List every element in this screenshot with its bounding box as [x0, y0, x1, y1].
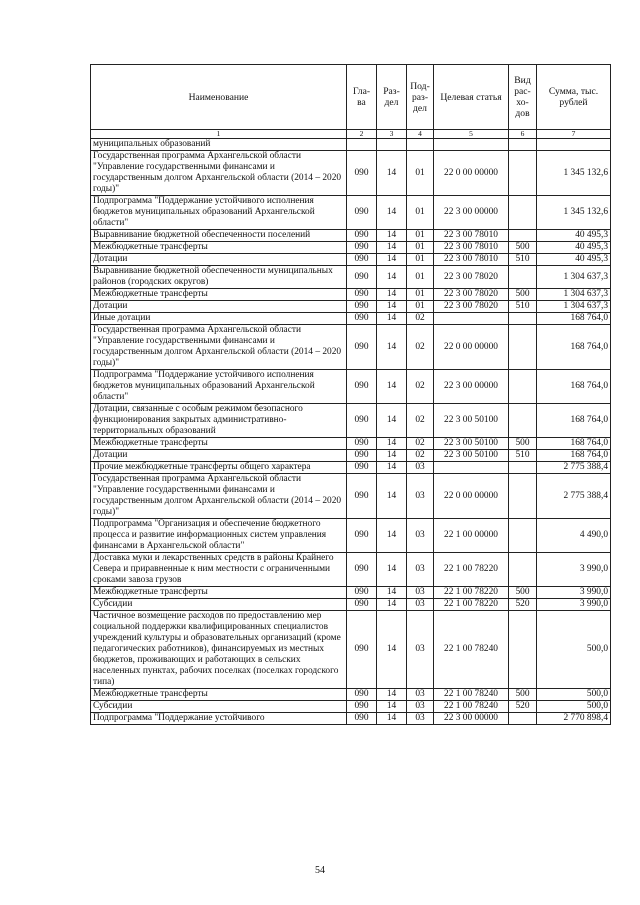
row-statya-cell: 22 3 00 78020 [434, 266, 509, 289]
row-razdel-cell: 14 [377, 313, 407, 325]
row-summa-cell: 40 495,3 [537, 254, 611, 266]
row-podrazdel-cell: 03 [407, 553, 434, 587]
row-summa-cell: 2 775 388,4 [537, 462, 611, 474]
header-glava: Гла-ва [347, 65, 377, 130]
row-vid-cell [509, 325, 537, 370]
row-vid-cell [509, 713, 537, 725]
row-glava-cell: 090 [347, 599, 377, 611]
column-number: 5 [434, 130, 509, 139]
row-name-cell: Дотации [91, 450, 347, 462]
row-summa-cell: 3 990,0 [537, 599, 611, 611]
row-summa-cell: 4 490,0 [537, 519, 611, 553]
row-name-cell: Доставка муки и лекарственных средств в районы Крайнего Севера и приравненные к ним местности с ограниченными сроками завоза грузов [91, 553, 347, 587]
table-header-row [91, 65, 611, 130]
row-statya-cell: 22 1 00 00000 [434, 519, 509, 553]
row-statya-cell: 22 3 00 50100 [434, 450, 509, 462]
table-row [91, 611, 611, 689]
row-name-cell: Государственная программа Архангельской области "Управление государственными финансами и государственным долгом Архангельской области (2014 – 2020 годы)" [91, 151, 347, 196]
row-statya-cell: 22 1 00 78240 [434, 611, 509, 689]
table-row [91, 254, 611, 266]
row-vid-cell [509, 313, 537, 325]
row-statya-cell [434, 313, 509, 325]
row-glava-cell: 090 [347, 438, 377, 450]
row-vid-cell [509, 151, 537, 196]
row-glava-cell: 090 [347, 325, 377, 370]
row-summa-cell: 168 764,0 [537, 325, 611, 370]
table-row [91, 587, 611, 599]
row-statya-cell: 22 3 00 00000 [434, 370, 509, 404]
row-glava-cell: 090 [347, 701, 377, 713]
budget-table [90, 64, 611, 725]
row-razdel-cell: 14 [377, 474, 407, 519]
row-statya-cell: 22 1 00 78240 [434, 689, 509, 701]
table-row [91, 713, 611, 725]
row-name-cell: Межбюджетные трансферты [91, 587, 347, 599]
row-vid-cell: 500 [509, 289, 537, 301]
row-statya-cell: 22 3 00 78010 [434, 254, 509, 266]
row-podrazdel-cell: 01 [407, 242, 434, 254]
row-razdel-cell [377, 139, 407, 151]
header-name: Наименование [91, 65, 347, 130]
row-summa-cell: 168 764,0 [537, 438, 611, 450]
row-razdel-cell: 14 [377, 230, 407, 242]
row-glava-cell: 090 [347, 689, 377, 701]
row-statya-cell: 22 3 00 78020 [434, 289, 509, 301]
row-vid-cell [509, 404, 537, 438]
row-statya-cell: 22 0 00 00000 [434, 325, 509, 370]
row-podrazdel-cell: 03 [407, 713, 434, 725]
table-row [91, 196, 611, 230]
row-podrazdel-cell: 02 [407, 325, 434, 370]
row-podrazdel-cell [407, 139, 434, 151]
row-razdel-cell: 14 [377, 325, 407, 370]
row-name-cell: Субсидии [91, 599, 347, 611]
row-glava-cell: 090 [347, 230, 377, 242]
row-name-cell: Выравнивание бюджетной обеспеченности поселений [91, 230, 347, 242]
row-vid-cell: 500 [509, 689, 537, 701]
document-page [90, 64, 610, 725]
row-summa-cell: 1 345 132,6 [537, 151, 611, 196]
header-statya: Целевая статья [434, 65, 509, 130]
row-summa-cell: 1 304 637,3 [537, 266, 611, 289]
row-name-cell: Межбюджетные трансферты [91, 689, 347, 701]
table-row [91, 301, 611, 313]
row-podrazdel-cell: 02 [407, 450, 434, 462]
row-vid-cell [509, 266, 537, 289]
table-row [91, 519, 611, 553]
row-razdel-cell: 14 [377, 462, 407, 474]
row-glava-cell: 090 [347, 242, 377, 254]
row-vid-cell: 520 [509, 599, 537, 611]
table-row [91, 313, 611, 325]
row-glava-cell: 090 [347, 151, 377, 196]
row-glava-cell: 090 [347, 450, 377, 462]
table-row [91, 450, 611, 462]
row-podrazdel-cell: 03 [407, 462, 434, 474]
row-name-cell: Выравнивание бюджетной обеспеченности муниципальных районов (городских округов) [91, 266, 347, 289]
row-razdel-cell: 14 [377, 713, 407, 725]
table-row [91, 325, 611, 370]
row-vid-cell: 500 [509, 438, 537, 450]
row-name-cell: Межбюджетные трансферты [91, 242, 347, 254]
column-number: 6 [509, 130, 537, 139]
row-glava-cell: 090 [347, 289, 377, 301]
table-row [91, 462, 611, 474]
row-statya-cell [434, 139, 509, 151]
row-vid-cell: 500 [509, 242, 537, 254]
table-row [91, 599, 611, 611]
table-row [91, 404, 611, 438]
row-razdel-cell: 14 [377, 254, 407, 266]
row-statya-cell: 22 3 00 50100 [434, 404, 509, 438]
row-glava-cell: 090 [347, 519, 377, 553]
row-podrazdel-cell: 01 [407, 230, 434, 242]
row-vid-cell [509, 196, 537, 230]
row-name-cell: Подпрограмма "Организация и обеспечение бюджетного процесса и развитие информационных систем управления финансами в Архангельской области" [91, 519, 347, 553]
row-summa-cell: 168 764,0 [537, 370, 611, 404]
table-row [91, 230, 611, 242]
row-summa-cell: 40 495,3 [537, 242, 611, 254]
row-name-cell: Субсидии [91, 701, 347, 713]
header-podrazdel: Под-раз-дел [407, 65, 434, 130]
column-number-row [91, 130, 611, 139]
row-name-cell: Подпрограмма "Поддержание устойчивого исполнения бюджетов муниципальных образований Архангельской области" [91, 370, 347, 404]
row-glava-cell: 090 [347, 404, 377, 438]
row-statya-cell: 22 0 00 00000 [434, 151, 509, 196]
row-name-cell: Частичное возмещение расходов по предоставлению мер социальной поддержки квалифицированных специалистов учреждений культуры и образовательных организаций (кроме педагогических работников), финансируемых из местных бюджетов, проживающих и работающих в сельских населенных пунктах, рабочих поселках (поселках городского типа) [91, 611, 347, 689]
row-razdel-cell: 14 [377, 553, 407, 587]
row-razdel-cell: 14 [377, 370, 407, 404]
row-summa-cell: 500,0 [537, 689, 611, 701]
row-glava-cell: 090 [347, 370, 377, 404]
page-number: 54 [315, 865, 325, 876]
row-razdel-cell: 14 [377, 404, 407, 438]
row-podrazdel-cell: 01 [407, 301, 434, 313]
row-glava-cell: 090 [347, 713, 377, 725]
table-row [91, 151, 611, 196]
row-summa-cell: 2 770 898,4 [537, 713, 611, 725]
row-name-cell: Дотации, связанные с особым режимом безопасного функционирования закрытых административно-территориальных образований [91, 404, 347, 438]
row-statya-cell: 22 1 00 78220 [434, 587, 509, 599]
table-row [91, 242, 611, 254]
row-summa-cell: 500,0 [537, 701, 611, 713]
row-summa-cell: 1 304 637,3 [537, 289, 611, 301]
column-number: 7 [537, 130, 611, 139]
table-row [91, 689, 611, 701]
row-podrazdel-cell: 03 [407, 611, 434, 689]
row-name-cell: муниципальных образований [91, 139, 347, 151]
row-summa-cell: 1 304 637,3 [537, 301, 611, 313]
row-name-cell: Государственная программа Архангельской области "Управление государственными финансами и государственным долгом Архангельской области (2014 – 2020 годы)" [91, 325, 347, 370]
row-summa-cell [537, 139, 611, 151]
row-vid-cell: 500 [509, 587, 537, 599]
row-podrazdel-cell: 01 [407, 151, 434, 196]
header-summa: Сумма, тыс. рублей [537, 65, 611, 130]
row-summa-cell: 3 990,0 [537, 553, 611, 587]
row-razdel-cell: 14 [377, 701, 407, 713]
row-summa-cell: 168 764,0 [537, 404, 611, 438]
row-razdel-cell: 14 [377, 151, 407, 196]
table-row [91, 701, 611, 713]
row-podrazdel-cell: 02 [407, 404, 434, 438]
table-row [91, 474, 611, 519]
row-summa-cell: 168 764,0 [537, 313, 611, 325]
row-statya-cell: 22 3 00 00000 [434, 196, 509, 230]
row-razdel-cell: 14 [377, 196, 407, 230]
row-vid-cell [509, 611, 537, 689]
column-number: 3 [377, 130, 407, 139]
row-vid-cell [509, 519, 537, 553]
row-podrazdel-cell: 03 [407, 474, 434, 519]
row-statya-cell: 22 0 00 00000 [434, 474, 509, 519]
row-glava-cell: 090 [347, 196, 377, 230]
row-razdel-cell: 14 [377, 599, 407, 611]
row-summa-cell: 3 990,0 [537, 587, 611, 599]
table-row [91, 553, 611, 587]
row-statya-cell: 22 1 00 78220 [434, 599, 509, 611]
row-podrazdel-cell: 03 [407, 689, 434, 701]
row-vid-cell [509, 230, 537, 242]
row-name-cell: Межбюджетные трансферты [91, 438, 347, 450]
row-statya-cell: 22 3 00 50100 [434, 438, 509, 450]
column-number: 1 [91, 130, 347, 139]
row-razdel-cell: 14 [377, 289, 407, 301]
row-statya-cell: 22 3 00 00000 [434, 713, 509, 725]
row-vid-cell: 510 [509, 450, 537, 462]
row-vid-cell [509, 139, 537, 151]
row-vid-cell [509, 553, 537, 587]
row-razdel-cell: 14 [377, 242, 407, 254]
row-glava-cell: 090 [347, 611, 377, 689]
row-name-cell: Государственная программа Архангельской области "Управление государственными финансами и государственным долгом Архангельской области (2014 – 2020 годы)" [91, 474, 347, 519]
row-razdel-cell: 14 [377, 450, 407, 462]
row-summa-cell: 2 775 388,4 [537, 474, 611, 519]
row-name-cell: Подпрограмма "Поддержание устойчивого [91, 713, 347, 725]
row-glava-cell [347, 139, 377, 151]
row-summa-cell: 168 764,0 [537, 450, 611, 462]
table-row [91, 370, 611, 404]
row-vid-cell [509, 370, 537, 404]
row-summa-cell: 500,0 [537, 611, 611, 689]
table-row [91, 139, 611, 151]
row-statya-cell: 22 1 00 78220 [434, 553, 509, 587]
row-podrazdel-cell: 03 [407, 599, 434, 611]
row-vid-cell [509, 474, 537, 519]
row-summa-cell: 1 345 132,6 [537, 196, 611, 230]
row-glava-cell: 090 [347, 313, 377, 325]
header-razdel: Раз-дел [377, 65, 407, 130]
row-statya-cell: 22 1 00 78240 [434, 701, 509, 713]
row-razdel-cell: 14 [377, 519, 407, 553]
row-glava-cell: 090 [347, 266, 377, 289]
row-summa-cell: 40 495,3 [537, 230, 611, 242]
header-vid: Вид рас-хо-дов [509, 65, 537, 130]
row-statya-cell: 22 3 00 78010 [434, 242, 509, 254]
row-razdel-cell: 14 [377, 587, 407, 599]
row-podrazdel-cell: 02 [407, 438, 434, 450]
row-name-cell: Иные дотации [91, 313, 347, 325]
row-podrazdel-cell: 02 [407, 313, 434, 325]
row-razdel-cell: 14 [377, 438, 407, 450]
row-glava-cell: 090 [347, 301, 377, 313]
row-podrazdel-cell: 03 [407, 519, 434, 553]
row-vid-cell [509, 462, 537, 474]
row-statya-cell [434, 462, 509, 474]
row-name-cell: Прочие межбюджетные трансферты общего характера [91, 462, 347, 474]
row-name-cell: Подпрограмма "Поддержание устойчивого исполнения бюджетов муниципальных образований Архангельской области" [91, 196, 347, 230]
row-podrazdel-cell: 01 [407, 254, 434, 266]
row-vid-cell: 510 [509, 254, 537, 266]
row-glava-cell: 090 [347, 462, 377, 474]
row-podrazdel-cell: 02 [407, 370, 434, 404]
row-glava-cell: 090 [347, 254, 377, 266]
column-number: 2 [347, 130, 377, 139]
row-razdel-cell: 14 [377, 266, 407, 289]
row-podrazdel-cell: 03 [407, 701, 434, 713]
row-podrazdel-cell: 01 [407, 289, 434, 301]
row-razdel-cell: 14 [377, 689, 407, 701]
row-name-cell: Дотации [91, 301, 347, 313]
row-glava-cell: 090 [347, 474, 377, 519]
row-name-cell: Дотации [91, 254, 347, 266]
row-razdel-cell: 14 [377, 301, 407, 313]
row-podrazdel-cell: 01 [407, 266, 434, 289]
row-razdel-cell: 14 [377, 611, 407, 689]
row-podrazdel-cell: 03 [407, 587, 434, 599]
row-statya-cell: 22 3 00 78010 [434, 230, 509, 242]
row-vid-cell: 510 [509, 301, 537, 313]
column-number: 4 [407, 130, 434, 139]
row-statya-cell: 22 3 00 78020 [434, 301, 509, 313]
row-vid-cell: 520 [509, 701, 537, 713]
row-glava-cell: 090 [347, 587, 377, 599]
row-podrazdel-cell: 01 [407, 196, 434, 230]
table-row [91, 438, 611, 450]
table-row [91, 266, 611, 289]
row-glava-cell: 090 [347, 553, 377, 587]
row-name-cell: Межбюджетные трансферты [91, 289, 347, 301]
table-row [91, 289, 611, 301]
